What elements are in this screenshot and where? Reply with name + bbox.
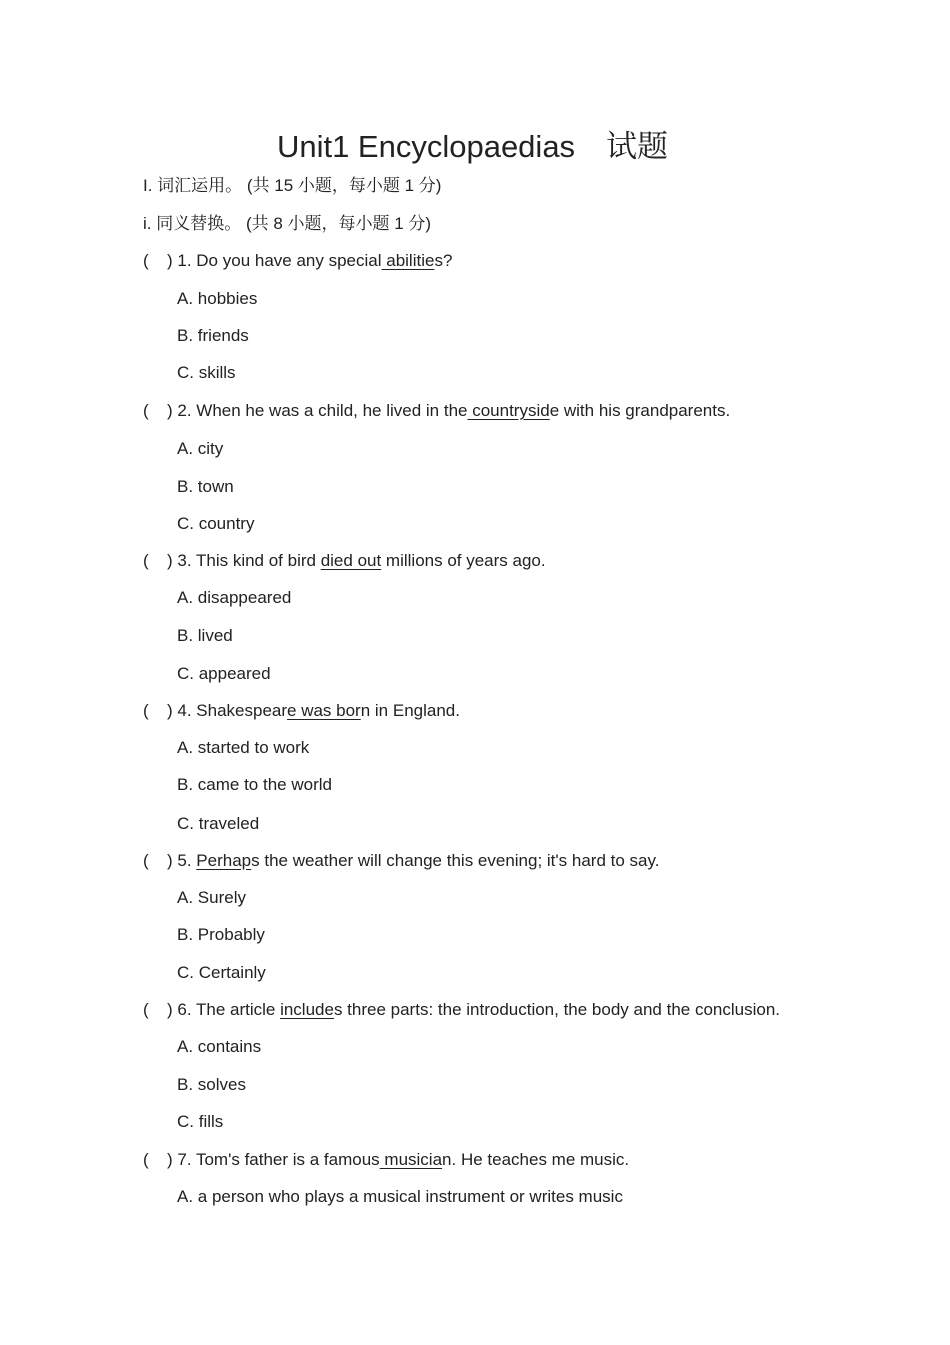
option-3a: A. disappeared — [177, 588, 292, 607]
option-5b: B. Probably — [177, 925, 265, 944]
page-title: Unit1 Encyclopaedias 试题 — [276, 129, 669, 164]
question-text-end: millions of years ago. — [381, 551, 546, 570]
option-7a: A. a person who plays a musical instrument or writes music — [177, 1187, 623, 1206]
question-text: ) 1. Do you have any special — [167, 251, 382, 270]
option-6c: C. fills — [177, 1112, 224, 1131]
option-4b: B. came to the world — [177, 775, 332, 794]
question-text-end: e with his grandparents. — [549, 401, 731, 420]
question-4 — [143, 699, 460, 723]
underlined-word: musicia — [379, 1150, 443, 1169]
option-1b: B. friends — [177, 326, 249, 345]
underlined-word: include — [280, 1000, 334, 1019]
underlined-word: died out — [320, 551, 382, 570]
question-text: ) 2. When he was a child, he lived in the — [167, 401, 468, 420]
underlined-word: Perhap — [196, 851, 252, 870]
question-text-end: n in England. — [360, 701, 460, 720]
option-3c: C. appeared — [177, 664, 271, 683]
option-3b: B. lived — [177, 626, 233, 645]
question-7 — [143, 1148, 629, 1172]
answer-paren: ( — [143, 401, 149, 420]
question-text: ) 4. Shakespear — [167, 701, 288, 720]
option-1c: C. skills — [177, 363, 236, 382]
answer-paren: ( — [143, 551, 149, 570]
question-text: ) 7. Tom's father is a famous — [167, 1150, 380, 1169]
answer-paren: ( — [143, 251, 149, 270]
option-5a: A. Surely — [177, 888, 246, 907]
question-text: ) 5. — [167, 851, 197, 870]
option-2b: B. town — [177, 477, 234, 496]
option-1a: A. hobbies — [177, 289, 258, 308]
option-2c: C. country — [177, 514, 255, 533]
option-6a: A. contains — [177, 1037, 262, 1056]
question-text: ) 3. This kind of bird — [167, 551, 321, 570]
answer-paren: ( — [143, 701, 149, 720]
section-subheading-synonyms: i. 同义替换。 (共 8 小题，每小题 1 分) — [143, 214, 432, 233]
question-text: ) 6. The article — [167, 1000, 281, 1019]
answer-paren: ( — [143, 1000, 149, 1019]
option-6b: B. solves — [177, 1075, 246, 1094]
option-5c: C. Certainly — [177, 963, 266, 982]
question-text-end: s? — [434, 251, 453, 270]
question-5 — [143, 849, 659, 873]
underlined-word: countrysid — [467, 401, 550, 420]
answer-paren: ( — [143, 1150, 149, 1169]
option-4a: A. started to work — [177, 738, 310, 757]
answer-paren: ( — [143, 851, 149, 870]
option-2a: A. city — [177, 439, 224, 458]
option-4c: C. traveled — [177, 814, 260, 833]
question-1 — [143, 249, 452, 273]
underlined-word: abilitie — [381, 251, 435, 270]
question-text-end: s three parts: the introduction, the body and the conclusion. — [333, 1000, 781, 1019]
question-2 — [143, 399, 730, 423]
underlined-word: e was bor — [287, 701, 361, 720]
question-text-end: s the weather will change this evening; it's hard to say. — [251, 851, 660, 870]
section-heading-vocabulary: I. 词汇运用。 (共 15 小题，每小题 1 分) — [143, 176, 442, 195]
question-3 — [143, 549, 546, 573]
question-6 — [143, 998, 780, 1022]
question-text-end: n. He teaches me music. — [442, 1150, 630, 1169]
